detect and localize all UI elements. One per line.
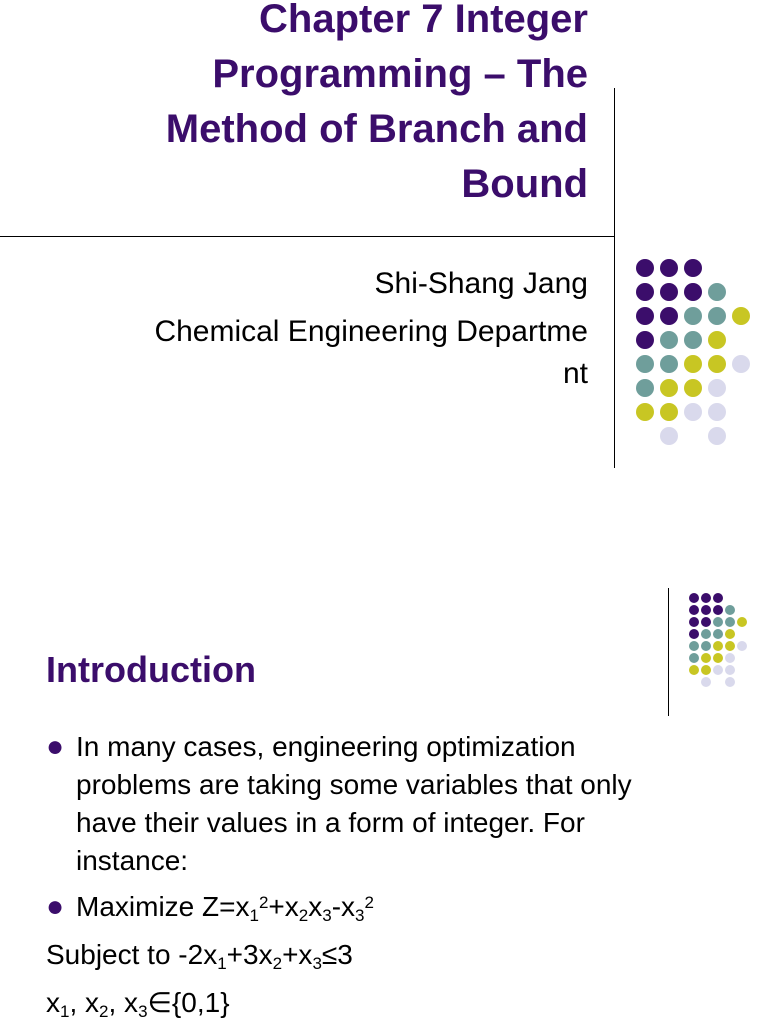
vertical-divider xyxy=(668,588,669,716)
department-line: Chemical Engineering Departme xyxy=(154,315,588,348)
subscript: 3 xyxy=(322,906,332,925)
slide-title xyxy=(28,0,588,212)
dot-icon xyxy=(689,617,699,627)
dot-icon xyxy=(689,665,699,675)
dot-icon xyxy=(684,403,702,421)
dot-icon xyxy=(713,629,723,639)
dot-icon xyxy=(713,593,723,603)
dot-icon xyxy=(660,355,678,373)
bullet-item-objective xyxy=(46,888,746,926)
dot-icon xyxy=(713,605,723,615)
dot-icon xyxy=(660,427,678,445)
subscript: 1 xyxy=(249,906,259,925)
dot-icon xyxy=(725,617,735,627)
dot-icon xyxy=(689,641,699,651)
dot-icon xyxy=(725,629,735,639)
department-line: nt xyxy=(562,357,588,390)
dot-icon xyxy=(689,605,699,615)
dot-icon xyxy=(701,641,711,651)
dot-icon xyxy=(737,617,747,627)
dot-icon xyxy=(701,629,711,639)
dot-icon xyxy=(725,677,735,687)
dot-icon xyxy=(713,617,723,627)
subscript: 2 xyxy=(99,1002,109,1021)
objective-text: +x xyxy=(268,891,299,922)
subscript: 3 xyxy=(355,906,365,925)
superscript: 2 xyxy=(364,893,374,912)
dot-icon xyxy=(713,665,723,675)
subscript: 1 xyxy=(60,1002,70,1021)
bullet-icon: ● xyxy=(46,730,65,763)
dot-icon xyxy=(684,379,702,397)
dot-icon xyxy=(708,307,726,325)
bullet-list xyxy=(46,728,746,1022)
superscript: 2 xyxy=(258,893,269,912)
dot-icon xyxy=(708,379,726,397)
dot-icon xyxy=(713,653,723,663)
bullet-icon: ● xyxy=(46,890,65,923)
dot-icon xyxy=(701,653,711,663)
dot-icon xyxy=(689,629,699,639)
dot-icon xyxy=(689,593,699,603)
title-line: Method of Branch and xyxy=(165,107,588,151)
dot-icon xyxy=(636,355,654,373)
dot-icon xyxy=(725,605,735,615)
dot-icon xyxy=(689,653,699,663)
subscript: 2 xyxy=(298,906,309,925)
bullet-line: problems are taking some variables that only xyxy=(76,769,632,800)
bullet-line: instance: xyxy=(76,845,189,876)
department xyxy=(68,311,588,395)
dot-icon xyxy=(684,355,702,373)
dot-icon xyxy=(660,331,678,349)
dot-icon xyxy=(684,331,702,349)
slide-subtitle xyxy=(68,263,588,401)
dot-icon xyxy=(708,403,726,421)
domain-text: ∈{0,1} xyxy=(147,987,230,1018)
dot-icon xyxy=(660,307,678,325)
constraint-line xyxy=(46,936,746,974)
introduction-slide xyxy=(0,570,768,1024)
vertical-divider xyxy=(614,88,615,468)
dot-icon xyxy=(725,641,735,651)
domain-text: x xyxy=(46,987,60,1018)
dot-icon xyxy=(660,403,678,421)
constraint-text: +3x xyxy=(226,939,273,970)
dot-icon xyxy=(660,283,678,301)
objective-text: -x xyxy=(331,891,356,922)
objective-text: Maximize Z=x xyxy=(76,891,250,922)
dot-icon xyxy=(636,259,654,277)
dot-icon xyxy=(636,403,654,421)
dot-icon xyxy=(660,259,678,277)
dot-icon xyxy=(708,427,726,445)
bullet-line: In many cases, engineering optimization xyxy=(76,731,576,762)
title-line: Bound xyxy=(461,162,588,206)
dot-icon xyxy=(636,331,654,349)
dot-icon xyxy=(708,283,726,301)
constraint-text: +x xyxy=(282,939,313,970)
dot-icon xyxy=(660,379,678,397)
subscript: 1 xyxy=(217,954,227,973)
dot-icon xyxy=(737,641,747,651)
dot-icon xyxy=(636,307,654,325)
title-slide xyxy=(0,0,768,510)
subscript: 2 xyxy=(272,954,283,973)
bullet-line: have their values in a form of integer. For xyxy=(76,807,585,838)
constraint-text: ≤3 xyxy=(321,939,353,970)
title-line: Chapter 7 Integer xyxy=(259,0,588,41)
dot-icon xyxy=(708,355,726,373)
bullet-item xyxy=(46,728,746,880)
dot-icon xyxy=(701,605,711,615)
objective-text: x xyxy=(308,891,323,922)
dot-icon xyxy=(684,283,702,301)
dot-icon xyxy=(725,665,735,675)
title-line: Programming – The xyxy=(212,52,588,96)
subscript: 3 xyxy=(138,1002,148,1021)
dot-icon xyxy=(684,307,702,325)
dot-icon xyxy=(713,641,723,651)
dot-icon xyxy=(684,259,702,277)
dot-icon xyxy=(701,593,711,603)
dot-icon xyxy=(636,283,654,301)
dot-icon xyxy=(708,331,726,349)
dot-icon xyxy=(725,653,735,663)
subscript: 3 xyxy=(312,954,322,973)
author-name: Shi-Shang Jang xyxy=(374,267,588,300)
slide-title: Introduction xyxy=(46,649,256,690)
dot-icon xyxy=(636,379,654,397)
horizontal-divider xyxy=(0,236,614,237)
dot-icon xyxy=(701,677,711,687)
dot-icon xyxy=(701,665,711,675)
dot-icon xyxy=(701,617,711,627)
dot-icon xyxy=(732,307,750,325)
domain-line xyxy=(46,984,746,1022)
domain-text: , x xyxy=(108,987,139,1018)
domain-text: , x xyxy=(69,987,100,1018)
constraint-text: Subject to -2x xyxy=(46,939,218,970)
dot-icon xyxy=(732,355,750,373)
